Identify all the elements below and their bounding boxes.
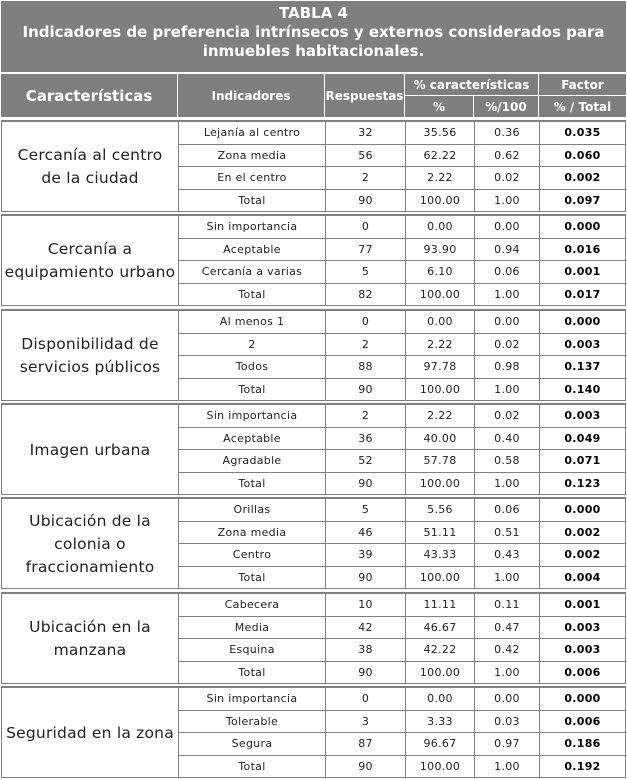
group-characteristic-label: [1, 688, 178, 778]
cell-p100: 1.00: [474, 473, 539, 496]
cell-pct: 2.22: [405, 405, 474, 428]
cell-p100: 0.02: [474, 405, 539, 428]
cell-resp: 2: [325, 334, 405, 357]
table-row: [178, 617, 626, 640]
table-row: [178, 356, 626, 379]
table-row: [178, 756, 626, 779]
cell-ind: Total: [178, 190, 325, 213]
cell-pct: 62.22: [405, 145, 474, 168]
cell-p100: 1.00: [474, 756, 539, 779]
cell-pct: 2.22: [405, 334, 474, 357]
cell-ind: Total: [178, 284, 325, 307]
cell-factor: 0.003: [539, 617, 626, 640]
table-row: [178, 499, 626, 522]
cell-ind: Zona media: [178, 522, 325, 545]
table-title-box: [1, 1, 626, 72]
characteristic-line: Imagen urbana: [29, 440, 151, 459]
group-bottom-line: [1, 211, 178, 212]
table-row: [178, 428, 626, 451]
cell-resp: 2: [325, 167, 405, 190]
table-row: [178, 733, 626, 756]
cell-pct: 100.00: [405, 379, 474, 402]
cell-resp: 46: [325, 522, 405, 545]
characteristic-line: de la ciudad: [41, 169, 139, 187]
characteristic-line: Ubicación de la: [29, 511, 151, 530]
cell-pct: 100.00: [405, 662, 474, 685]
cell-ind: Sin importancia: [178, 216, 325, 239]
cell-ind: Todos: [178, 356, 325, 379]
characteristic-line: manzana: [53, 641, 127, 659]
cell-factor: 0.002: [539, 167, 626, 190]
cell-p100: 0.00: [474, 311, 539, 334]
cell-resp: 0: [325, 216, 405, 239]
cell-p100: 0.58: [474, 450, 539, 473]
cell-p100: 0.02: [474, 167, 539, 190]
cell-resp: 77: [325, 239, 405, 262]
cell-resp: 10: [325, 594, 405, 617]
table-row: [178, 522, 626, 545]
cell-p100: 0.36: [474, 122, 539, 145]
cell-pct: 96.67: [405, 733, 474, 756]
table-row: [178, 450, 626, 473]
cell-p100: 1.00: [474, 662, 539, 685]
cell-pct: 93.90: [405, 239, 474, 262]
table-row: [178, 688, 626, 711]
cell-factor: 0.097: [539, 190, 626, 213]
cell-ind: Orillas: [178, 499, 325, 522]
cell-p100: 0.03: [474, 711, 539, 734]
group-bottom-line: [1, 494, 178, 495]
cell-resp: 5: [325, 499, 405, 522]
cell-p100: 0.11: [474, 594, 539, 617]
cell-resp: 90: [325, 473, 405, 496]
cell-pct: 100.00: [405, 567, 474, 590]
cell-pct: 3.33: [405, 711, 474, 734]
characteristic-line: fraccionamiento: [25, 557, 155, 576]
cell-pct: 40.00: [405, 428, 474, 451]
cell-resp: 90: [325, 662, 405, 685]
cell-pct: 100.00: [405, 190, 474, 213]
table-row: [178, 567, 626, 590]
cell-ind: Aceptable: [178, 239, 325, 262]
cell-resp: 90: [325, 190, 405, 213]
cell-pct: 100.00: [405, 756, 474, 779]
table-row: [178, 639, 626, 662]
cell-factor: 0.000: [539, 311, 626, 334]
cell-pct: 35.56: [405, 122, 474, 145]
cell-factor: 0.192: [539, 756, 626, 779]
cell-resp: 56: [325, 145, 405, 168]
cell-resp: 52: [325, 450, 405, 473]
cell-p100: 0.97: [474, 733, 539, 756]
cell-pct: 2.22: [405, 167, 474, 190]
cell-resp: 5: [325, 261, 405, 284]
cell-p100: 0.06: [474, 499, 539, 522]
cell-ind: Total: [178, 756, 325, 779]
group-bottom-line: [1, 400, 178, 401]
cell-ind: Al menos 1: [178, 311, 325, 334]
characteristic-line: Ubicación en la: [29, 618, 151, 636]
cell-factor: 0.001: [539, 594, 626, 617]
group-block: [1, 309, 626, 401]
cell-factor: 0.060: [539, 145, 626, 168]
cell-ind: Esquina: [178, 639, 325, 662]
table-row: [178, 145, 626, 168]
table-row: [178, 311, 626, 334]
table-row: [178, 711, 626, 734]
table-row: [178, 405, 626, 428]
cell-p100: 0.42: [474, 639, 539, 662]
cell-pct: 46.67: [405, 617, 474, 640]
cell-p100: 0.62: [474, 145, 539, 168]
header-respuestas: Respuestas: [325, 74, 405, 117]
group-characteristic-label: [1, 216, 178, 306]
cell-factor: 0.186: [539, 733, 626, 756]
cell-ind: Aceptable: [178, 428, 325, 451]
cell-ind: En el centro: [178, 167, 325, 190]
cell-ind: Sin importancia: [178, 405, 325, 428]
group-block: [1, 497, 626, 589]
cell-factor: 0.003: [539, 334, 626, 357]
group-bottom-line: [1, 588, 178, 589]
table-row: [178, 216, 626, 239]
table-row: [178, 379, 626, 402]
cell-factor: 0.003: [539, 405, 626, 428]
table-row: [178, 122, 626, 145]
cell-pct: 0.00: [405, 688, 474, 711]
cell-ind: Centro: [178, 544, 325, 567]
table-row: [178, 261, 626, 284]
cell-ind: Total: [178, 473, 325, 496]
group-characteristic-label: [1, 311, 178, 401]
cell-p100: 0.47: [474, 617, 539, 640]
cell-factor: 0.071: [539, 450, 626, 473]
characteristic-line: Cercanía a: [47, 240, 133, 258]
group-block: [1, 214, 626, 306]
cell-ind: Agradable: [178, 450, 325, 473]
cell-ind: Media: [178, 617, 325, 640]
header-pct-caracteristicas: % características: [405, 74, 539, 95]
cell-pct: 97.78: [405, 356, 474, 379]
cell-factor: 0.049: [539, 428, 626, 451]
cell-pct: 100.00: [405, 473, 474, 496]
cell-factor: 0.140: [539, 379, 626, 402]
cell-factor: 0.017: [539, 284, 626, 307]
header-pct100: %/100: [474, 95, 539, 117]
cell-factor: 0.001: [539, 261, 626, 284]
cell-resp: 87: [325, 733, 405, 756]
cell-ind: Lejanía al centro: [178, 122, 325, 145]
cell-factor: 0.123: [539, 473, 626, 496]
group-block: [1, 592, 626, 684]
cell-ind: Segura: [178, 733, 325, 756]
cell-p100: 0.40: [474, 428, 539, 451]
cell-p100: 0.00: [474, 688, 539, 711]
cell-p100: 0.00: [474, 216, 539, 239]
table-number: TABLA 4: [279, 4, 348, 22]
cell-resp: 82: [325, 284, 405, 307]
cell-pct: 42.22: [405, 639, 474, 662]
cell-p100: 1.00: [474, 284, 539, 307]
cell-ind: Tolerable: [178, 711, 325, 734]
cell-p100: 0.98: [474, 356, 539, 379]
cell-resp: 3: [325, 711, 405, 734]
table-row: [178, 190, 626, 213]
table-title-line2: inmuebles habitacionales.: [202, 42, 425, 60]
cell-ind: 2: [178, 334, 325, 357]
cell-p100: 0.06: [474, 261, 539, 284]
cell-factor: 0.000: [539, 499, 626, 522]
cell-factor: 0.002: [539, 522, 626, 545]
cell-p100: 1.00: [474, 190, 539, 213]
group-bottom-line: [1, 305, 178, 306]
cell-pct: 0.00: [405, 216, 474, 239]
cell-ind: Sin importancia: [178, 688, 325, 711]
characteristic-line: equipamiento urbano: [4, 263, 176, 281]
cell-resp: 0: [325, 311, 405, 334]
cell-ind: Cercanía a varias: [178, 261, 325, 284]
cell-resp: 90: [325, 756, 405, 779]
table-title-line1: Indicadores de preferencia intrínsecos y externos considerados para: [22, 23, 605, 41]
table-row: [178, 239, 626, 262]
group-block: [1, 403, 626, 495]
group-characteristic-label: [1, 594, 178, 684]
cell-resp: 39: [325, 544, 405, 567]
table-row: [178, 594, 626, 617]
header-indicadores: Indicadores: [178, 74, 325, 117]
group-block: [1, 120, 626, 212]
table-row: [178, 473, 626, 496]
cell-resp: 32: [325, 122, 405, 145]
cell-p100: 1.00: [474, 379, 539, 402]
header-caracteristicas: Características: [1, 74, 178, 117]
characteristic-line: servicios públicos: [19, 358, 161, 376]
cell-factor: 0.000: [539, 688, 626, 711]
cell-resp: 2: [325, 405, 405, 428]
cell-ind: Total: [178, 662, 325, 685]
table-row: [178, 334, 626, 357]
group-characteristic-label: [1, 122, 178, 212]
cell-factor: 0.000: [539, 216, 626, 239]
cell-resp: 38: [325, 639, 405, 662]
characteristic-line: colonia o: [54, 534, 126, 553]
header-pct: %: [405, 95, 474, 117]
cell-resp: 90: [325, 567, 405, 590]
group-characteristic-label: [1, 499, 178, 589]
cell-resp: 36: [325, 428, 405, 451]
characteristic-line: Cercanía al centro: [17, 146, 163, 164]
cell-pct: 11.11: [405, 594, 474, 617]
cell-factor: 0.035: [539, 122, 626, 145]
group-block: [1, 686, 626, 778]
cell-ind: Total: [178, 379, 325, 402]
header-factor: Factor: [539, 74, 626, 95]
cell-factor: 0.006: [539, 662, 626, 685]
group-characteristic-label: [1, 405, 178, 495]
group-bottom-line: [1, 777, 178, 778]
cell-ind: Total: [178, 567, 325, 590]
table-row: [178, 544, 626, 567]
cell-pct: 6.10: [405, 261, 474, 284]
cell-p100: 1.00: [474, 567, 539, 590]
table-row: [178, 662, 626, 685]
cell-factor: 0.002: [539, 544, 626, 567]
cell-resp: 88: [325, 356, 405, 379]
cell-ind: Zona media: [178, 145, 325, 168]
characteristic-line: Disponibilidad de: [21, 335, 159, 353]
cell-p100: 0.43: [474, 544, 539, 567]
cell-resp: 42: [325, 617, 405, 640]
cell-pct: 43.33: [405, 544, 474, 567]
group-bottom-line: [1, 683, 178, 684]
cell-factor: 0.003: [539, 639, 626, 662]
cell-factor: 0.004: [539, 567, 626, 590]
cell-resp: 90: [325, 379, 405, 402]
cell-pct: 57.78: [405, 450, 474, 473]
cell-factor: 0.016: [539, 239, 626, 262]
header-pct-total: % / Total: [539, 95, 626, 117]
cell-p100: 0.51: [474, 522, 539, 545]
cell-factor: 0.006: [539, 711, 626, 734]
cell-ind: Cabecera: [178, 594, 325, 617]
cell-pct: 51.11: [405, 522, 474, 545]
table-row: [178, 167, 626, 190]
cell-pct: 5.56: [405, 499, 474, 522]
cell-pct: 0.00: [405, 311, 474, 334]
table-row: [178, 284, 626, 307]
cell-pct: 100.00: [405, 284, 474, 307]
cell-p100: 0.02: [474, 334, 539, 357]
cell-factor: 0.137: [539, 356, 626, 379]
cell-resp: 0: [325, 688, 405, 711]
characteristic-line: Seguridad en la zona: [6, 723, 174, 742]
cell-p100: 0.94: [474, 239, 539, 262]
